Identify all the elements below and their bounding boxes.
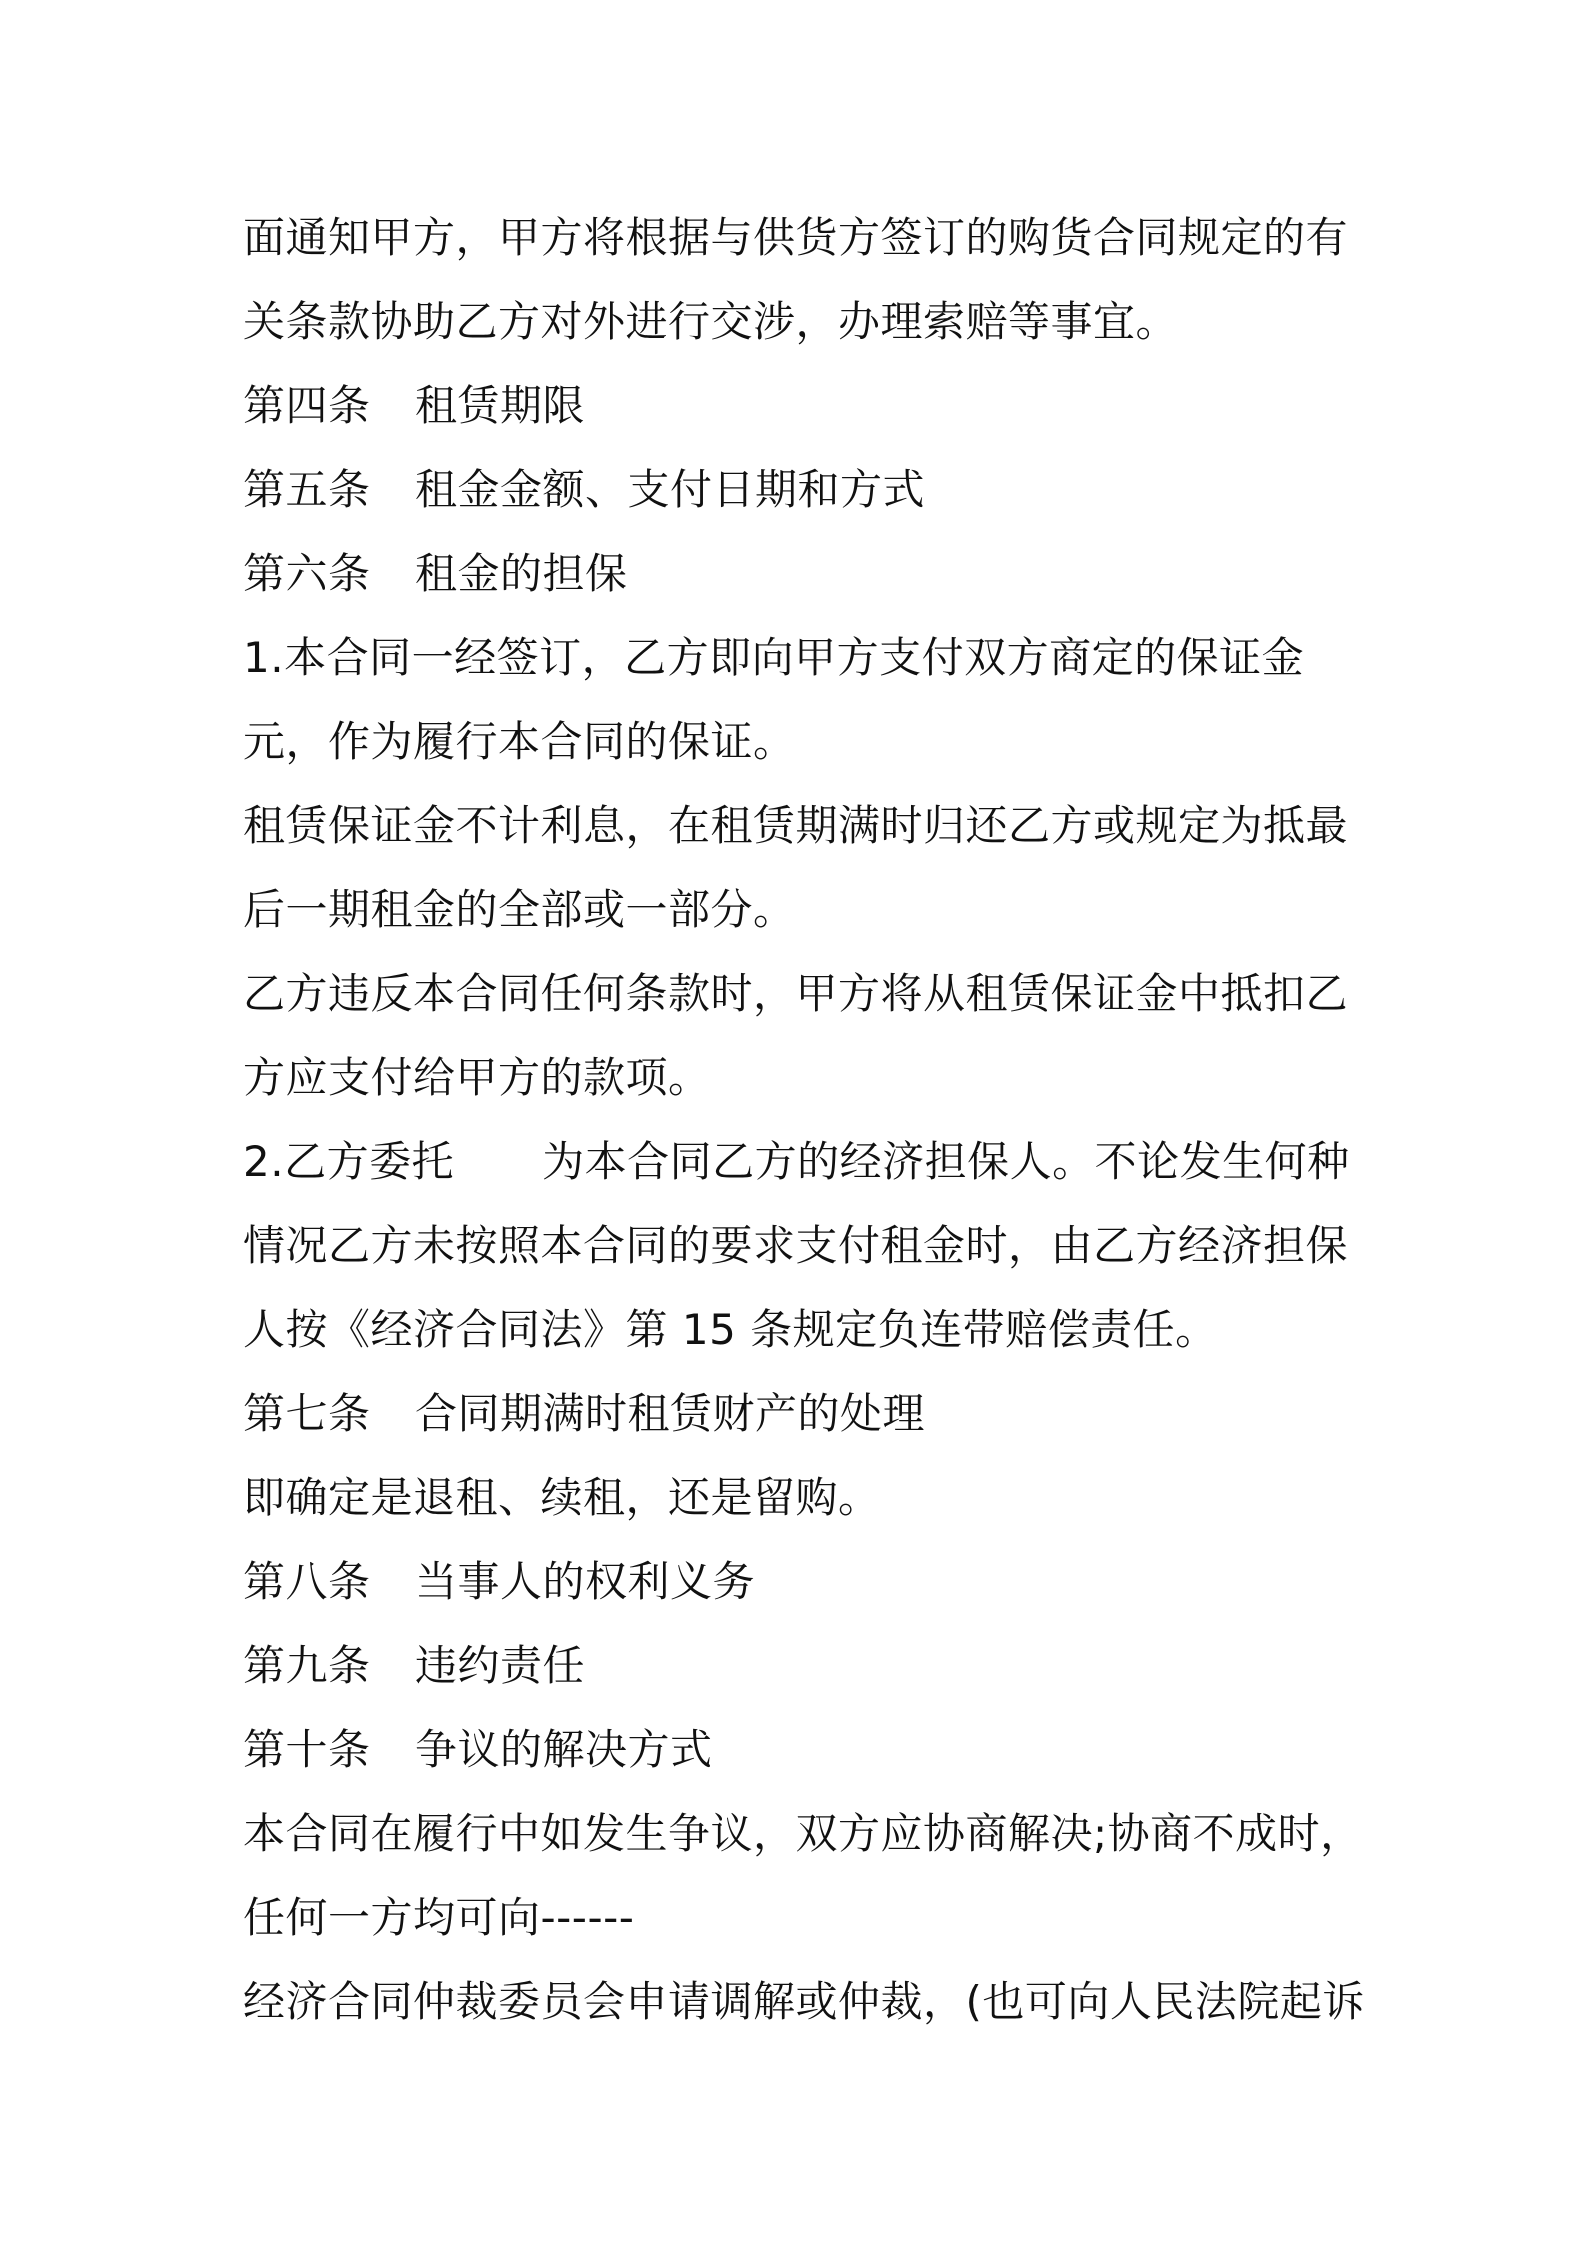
paragraph-line: 人按《经济合同法》第 15 条规定负连带赔偿责任。: [243, 1305, 1218, 1354]
paragraph-line: 元，作为履行本合同的保证。: [243, 717, 796, 766]
paragraph-line: 面通知甲方，甲方将根据与供货方签订的购货合同规定的有: [243, 213, 1349, 262]
article-title: 租赁期限: [415, 381, 586, 430]
paragraph-line: 方应支付给甲方的款项。: [243, 1053, 711, 1102]
paragraph-line: 关条款协助乙方对外进行交涉，办理索赔等事宜。: [243, 297, 1179, 346]
article-title: 合同期满时租赁财产的处理: [415, 1389, 926, 1438]
article-title: 租金金额、支付日期和方式: [415, 465, 926, 514]
paragraph-line: 情况乙方未按照本合同的要求支付租金时，由乙方经济担保: [243, 1221, 1349, 1270]
article-title: 违约责任: [415, 1641, 586, 1690]
article-title: 争议的解决方式: [415, 1725, 713, 1774]
paragraph-line: 本合同在履行中如发生争议，双方应协商解决;协商不成时，: [243, 1809, 1363, 1858]
clause-text: 2.乙方委托: [243, 1137, 455, 1186]
document-body: [243, 196, 1365, 2044]
article-number: 第八条: [243, 1557, 371, 1606]
article-number: 第五条: [243, 465, 371, 514]
paragraph-line: 后一期租金的全部或一部分。: [243, 885, 796, 934]
paragraph-line: 任何一方均可向------: [243, 1893, 635, 1942]
article-title: 租金的担保: [415, 549, 628, 598]
article-number: 第六条: [243, 549, 371, 598]
article-8-heading: [243, 1540, 1353, 1624]
article-10-heading: [243, 1708, 1353, 1792]
article-5-heading: [243, 448, 1353, 532]
article-number: 第四条: [243, 381, 371, 430]
guarantor-clause-line: [243, 1120, 1353, 1204]
paragraph-line: 租赁保证金不计利息，在租赁期满时归还乙方或规定为抵最: [243, 801, 1349, 850]
paragraph-line: 经济合同仲裁委员会申请调解或仲裁，(也可向人民法院起诉: [243, 1977, 1365, 2026]
article-number: 第七条: [243, 1389, 371, 1438]
article-9-heading: [243, 1624, 1353, 1708]
paragraph-line: 即确定是退租、续租，还是留购。: [243, 1473, 881, 1522]
article-number: 第十条: [243, 1725, 371, 1774]
article-number: 第九条: [243, 1641, 371, 1690]
article-6-heading: [243, 532, 1353, 616]
paragraph-line: 1.本合同一经签订，乙方即向甲方支付双方商定的保证金: [243, 633, 1305, 682]
clause-text: 为本合同乙方的经济担保人。不论发生何种: [542, 1137, 1350, 1186]
paragraph-line: 乙方违反本合同任何条款时，甲方将从租赁保证金中抵扣乙: [243, 969, 1349, 1018]
article-7-heading: [243, 1372, 1353, 1456]
article-title: 当事人的权利义务: [415, 1557, 756, 1606]
article-4-heading: [243, 364, 1353, 448]
